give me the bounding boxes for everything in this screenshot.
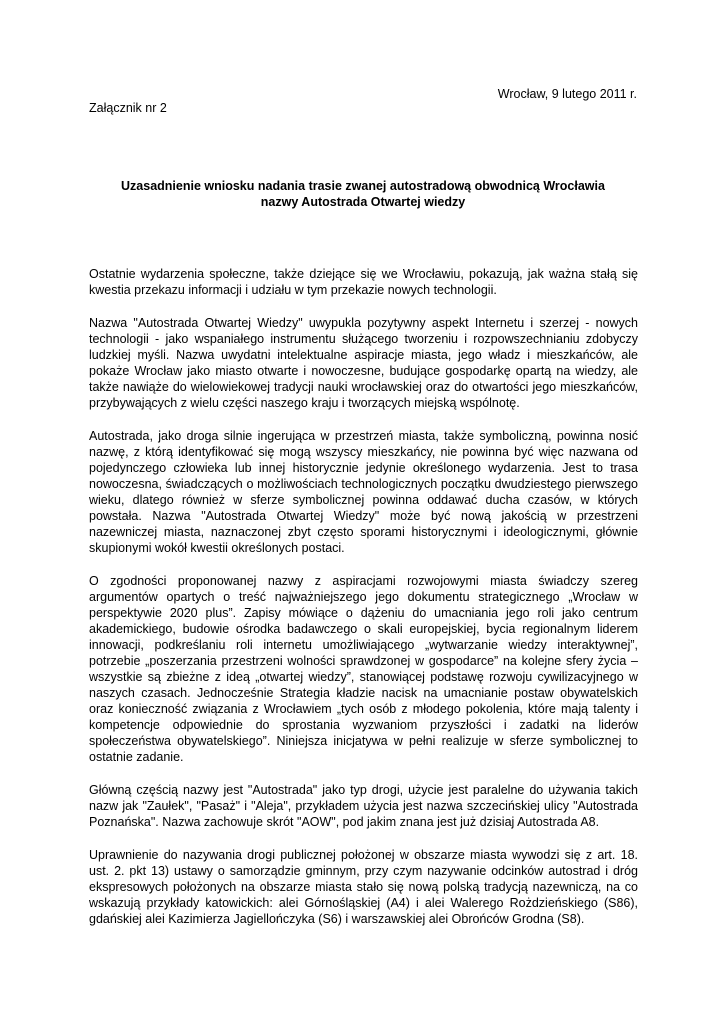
paragraph-1: Ostatnie wydarzenia społeczne, także dziejące się we Wrocławiu, pokazują, jak ważna stałą się kwestia przekazu informacji i udziału w tym przekazie nowych technologii. — [89, 267, 638, 297]
title-line-2: nazwy Autostrada Otwartej wiedzy — [260, 195, 466, 209]
paragraph-3: Autostrada, jako droga silnie ingerująca w przestrzeń miasta, także symboliczną, powinna nosić nazwę, z którą identyfikować się mogą wszyscy mieszkańcy, nie powinna być więc nazwana od pojedynczego człowieka lub innej historycznie jedynie określonego wydarzenia. Jest to trasa nowoczesna, świadczących o możliwościach technologicznych początku dwudziestego pierwszego wieku, dlatego również w sferze symbolicznej powinna oddawać ducha czasów, w których powstała. Nazwa "Autostrada Otwartej Wiedzy" może być nową jakością w przestrzeni nazewniczej miasta, naznaczonej zbyt często sporami historycznymi i ideologicznymi, głównie skupionymi wokół kwestii określonych postaci. — [89, 429, 638, 555]
paragraph-4: O zgodności proponowanej nazwy z aspiracjami rozwojowymi miasta świadczy szereg argumentów opartych o treść najważniejszego jego dokumentu strategicznego „Wrocław w perspektywie 2020 plus”. Zapisy mówiące o dążeniu do umacniania jego roli jako centrum akademickiego, budowie ośrodka badawczego o skali europejskiej, bycia regionalnym liderem innowacji, podkreślaniu roli internetu umożliwiającego „wytwarzanie wiedzy interaktywnej”, potrzebie „poszerzania przestrzeni wolności sprawdzonej w gospodarce” na kolejne sfery życia – wszystkie są zbieżne z ideą „otwartej wiedzy”, stanowiącej podstawę rozwoju cywilizacyjnego w naszych czasach. Jednocześnie Strategia kładzie nacisk na umacnianie postaw obywatelskich oraz konieczność związania z Wrocławiem „tych osób z młodego pokolenia, które mają talenty i kompetencje odpowiednie do sprostania wyzwaniom przyszłości i zadatki na liderów społeczeństwa obywatelskiego”. Niniejsza inicjatywa w pełni realizuje w sferze symbolicznej to ostatnie zadanie. — [89, 574, 638, 764]
document-title — [89, 178, 637, 210]
paragraph-6: Uprawnienie do nazywania drogi publicznej położonej w obszarze miasta wywodzi się z art. 18. ust. 2. pkt 13) ustawy o samorządzie gminnym, przy czym nazywanie odcinków autostrad i dróg ekspresowych położonych na obszarze miasta stało się nową polską tradycją nazewniczą, na co wskazują przykłady katowickich: alei Górnośląskiej (A4) i alei Walerego Rożdzieńskiego (S86), gdańskiej alei Kazimierza Jagiellończyka (S6) i warszawskiej alei Obrońców Grodna (S8). — [89, 848, 638, 926]
paragraph-5: Główną częścią nazwy jest "Autostrada" jako typ drogi, użycie jest paralelne do używania takich nazw jak "Zaułek", "Pasaż" i "Aleja", przykładem użycia jest nazwa szczecińskiej ulicy "Autostrada Poznańska". Nazwa zachowuje skrót "AOW", pod jakim znana jest już dzisiaj Autostrada A8. — [89, 783, 638, 829]
paragraph-2: Nazwa "Autostrada Otwartej Wiedzy" uwypukla pozytywny aspekt Internetu i szerzej - nowych technologii - jako wspaniałego instrumentu służącego tworzeniu i rozpowszechnianiu zdobyczy ludzkiej myśli. Nazwa uwydatni intelektualne aspiracje miasta, jego władz i mieszkańców, ale pokaże Wrocław jako miasto otwarte i nowoczesne, budujące gospodarkę opartą na wiedzy, ale także nawiąże do wielowiekowej tradycji nauki wrocławskiej oraz do otwartości jego mieszkańców, przybywających z wielu części naszego kraju i tworzących miejską wspólnotę. — [89, 316, 638, 410]
attachment-label: Załącznik nr 2 — [89, 101, 167, 115]
place-and-date: Wrocław, 9 lutego 2011 r. — [497, 87, 637, 101]
document-body — [89, 266, 638, 944]
title-line-1: Uzasadnienie wniosku nadania trasie zwanej autostradową obwodnicą Wrocławia — [121, 179, 605, 193]
